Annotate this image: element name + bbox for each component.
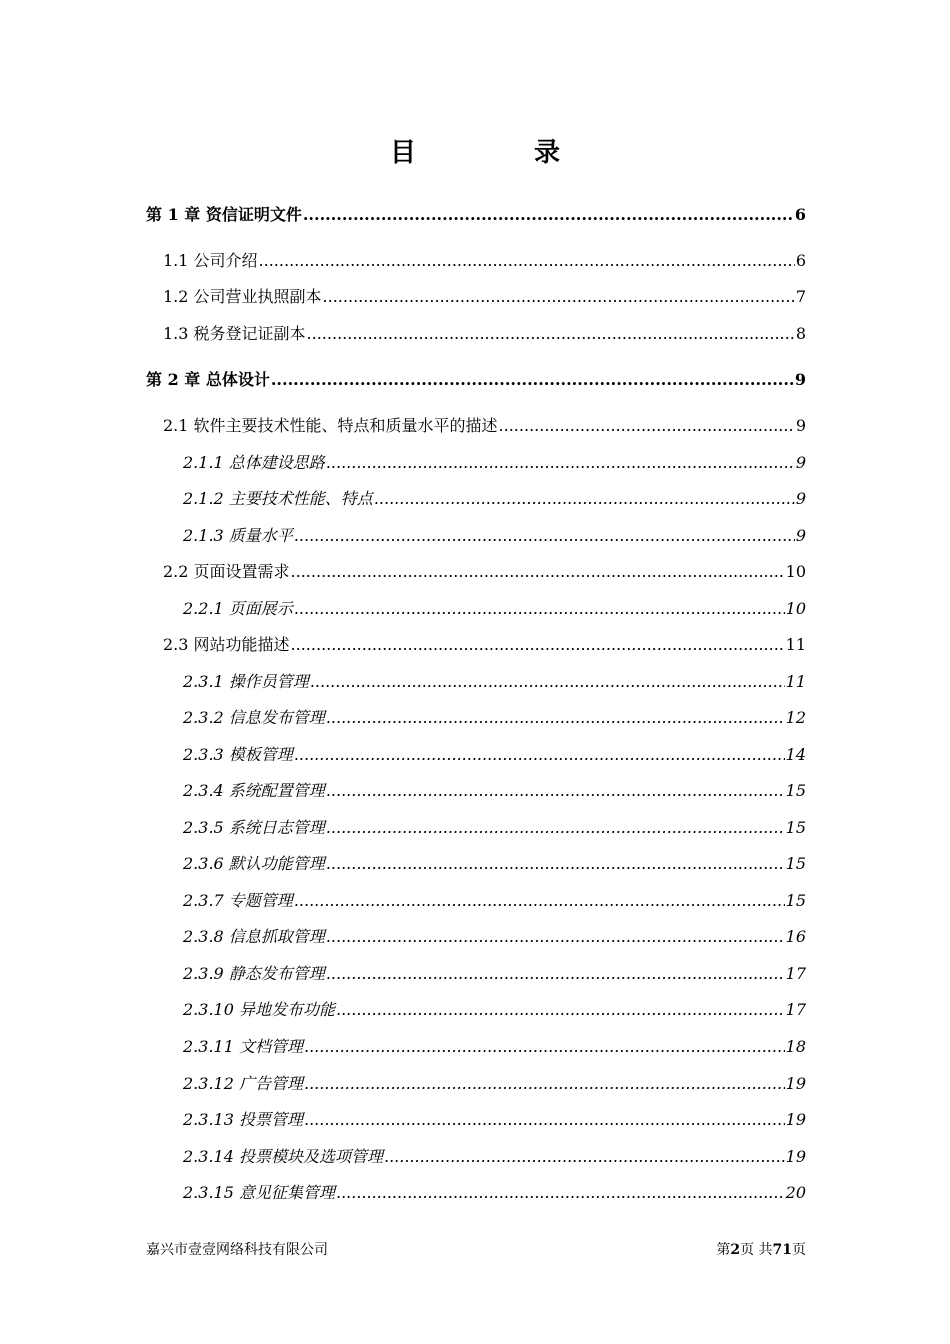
toc-entry[interactable]: [163, 284, 806, 307]
toc-entry-page: 9: [795, 489, 806, 508]
toc-entry[interactable]: [183, 778, 806, 801]
toc-entry[interactable]: [183, 815, 806, 838]
toc-entry[interactable]: [163, 413, 806, 436]
toc-entry-page: 14: [785, 745, 806, 764]
toc-entry[interactable]: [183, 888, 806, 911]
page-footer: [146, 1239, 806, 1259]
toc-leader-dots: [499, 416, 795, 435]
toc-entry[interactable]: [183, 1071, 806, 1094]
footer-page-total: 71: [772, 1242, 792, 1258]
toc-entry-page: 18: [785, 1037, 806, 1056]
toc-entry-label: 2.3.5 系统日志管理: [183, 818, 325, 837]
toc-entry-label: 2.1 软件主要技术性能、特点和质量水平的描述: [163, 416, 498, 435]
toc-entry-page: 17: [785, 964, 806, 983]
toc-entry-page: 19: [785, 1110, 806, 1129]
footer-page-number: [716, 1239, 806, 1259]
toc-entry-page: 17: [785, 1000, 806, 1019]
toc-leader-dots: [326, 781, 785, 800]
toc-entry-page: 9: [795, 453, 806, 472]
toc-entry-label: 1.2 公司营业执照副本: [163, 287, 322, 306]
toc-entry-page: 9: [795, 416, 806, 435]
toc-entry-label: 2.3.3 模板管理: [183, 745, 293, 764]
toc-entry-label: 第 2 章 总体设计: [146, 370, 270, 389]
toc-leader-dots: [259, 251, 795, 270]
toc-entry-label: 2.3.4 系统配置管理: [183, 781, 325, 800]
toc-entry[interactable]: [183, 1144, 806, 1167]
toc-entry[interactable]: [183, 742, 806, 765]
toc-leader-dots: [271, 370, 794, 389]
footer-company: 嘉兴市壹壹网络科技有限公司: [146, 1242, 328, 1258]
toc-entry-label: 2.3.6 默认功能管理: [183, 854, 325, 873]
toc-entry[interactable]: [183, 1107, 806, 1130]
toc-leader-dots: [326, 708, 785, 727]
toc-entry-label: 2.3.13 投票管理: [183, 1110, 303, 1129]
toc-entry-label: 2.1.1 总体建设思路: [183, 453, 325, 472]
toc-entry-label: 2.3.10 异地发布功能: [183, 1000, 335, 1019]
toc-entry-page: 6: [794, 205, 806, 224]
toc-entry-page: 15: [785, 781, 806, 800]
toc-entry[interactable]: [183, 924, 806, 947]
toc-leader-dots: [336, 1000, 785, 1019]
toc-entry-page: 12: [785, 708, 806, 727]
footer-page-prefix: 第: [716, 1242, 731, 1258]
toc-leader-dots: [326, 854, 785, 873]
toc-entry-page: 15: [785, 818, 806, 837]
toc-entry[interactable]: [183, 851, 806, 874]
toc-entry-page: 11: [785, 635, 806, 654]
toc-entry-label: 2.3.7 专题管理: [183, 891, 293, 910]
toc-leader-dots: [294, 599, 785, 618]
toc-leader-dots: [294, 526, 795, 545]
toc-entry-page: 9: [794, 370, 806, 389]
toc-entry-page: 11: [785, 672, 806, 691]
toc-entry-page: 16: [785, 927, 806, 946]
toc-entry-page: 6: [795, 251, 806, 270]
toc-entry-label: 2.3 网站功能描述: [163, 635, 290, 654]
toc-leader-dots: [326, 927, 785, 946]
toc-entry[interactable]: [163, 559, 806, 582]
toc-title: [0, 132, 950, 169]
toc-entry-label: 2.3.9 静态发布管理: [183, 964, 325, 983]
toc-entry[interactable]: [183, 669, 806, 692]
toc-entry-page: 20: [785, 1183, 806, 1202]
toc-entry-label: 2.3.11 文档管理: [183, 1037, 303, 1056]
footer-page-mid: 页 共: [740, 1242, 773, 1258]
toc-entry-label: 2.3.2 信息发布管理: [183, 708, 325, 727]
toc-leader-dots: [374, 489, 795, 508]
toc-entry[interactable]: [183, 450, 806, 473]
toc-entry-label: 1.1 公司介绍: [163, 251, 258, 270]
toc-leader-dots: [384, 1147, 785, 1166]
toc-entry[interactable]: [163, 248, 806, 271]
toc-entry[interactable]: [146, 367, 806, 390]
toc-entry-label: 第 1 章 资信证明文件: [146, 205, 302, 224]
toc-entry-label: 2.3.14 投票模块及选项管理: [183, 1147, 383, 1166]
toc-leader-dots: [291, 635, 785, 654]
toc-entry[interactable]: [146, 202, 806, 225]
toc-leader-dots: [304, 1037, 785, 1056]
footer-page-suffix: 页: [792, 1242, 806, 1258]
toc-leader-dots: [294, 891, 785, 910]
toc-leader-dots: [291, 562, 785, 581]
toc-entry[interactable]: [183, 523, 806, 546]
toc-entry-page: 10: [785, 562, 806, 581]
toc-entry-label: 2.1.2 主要技术性能、特点: [183, 489, 373, 508]
toc-leader-dots: [323, 287, 795, 306]
toc-entry-label: 2.3.8 信息抓取管理: [183, 927, 325, 946]
toc-entry[interactable]: [183, 961, 806, 984]
toc-entry[interactable]: [183, 1180, 806, 1203]
toc-entry-page: 19: [785, 1147, 806, 1166]
toc-entry-label: 1.3 税务登记证副本: [163, 324, 306, 343]
toc-leader-dots: [326, 453, 795, 472]
toc-entry-page: 15: [785, 891, 806, 910]
toc-leader-dots: [304, 1110, 785, 1129]
toc-entry-page: 19: [785, 1074, 806, 1093]
toc-entry-label: 2.3.15 意见征集管理: [183, 1183, 335, 1202]
toc-leader-dots: [294, 745, 785, 764]
toc-entry-page: 8: [795, 324, 806, 343]
toc-entry[interactable]: [163, 632, 806, 655]
toc-title-char-1: 目: [389, 138, 416, 168]
toc-entry-page: 9: [795, 526, 806, 545]
footer-page-current: 2: [730, 1242, 741, 1258]
toc-leader-dots: [303, 205, 794, 224]
toc-entry-label: 2.2 页面设置需求: [163, 562, 290, 581]
toc-entry[interactable]: [183, 705, 806, 728]
toc-entry-label: 2.3.1 操作员管理: [183, 672, 309, 691]
toc-entry-page: 15: [785, 854, 806, 873]
toc-leader-dots: [336, 1183, 785, 1202]
toc-entry[interactable]: [183, 1034, 806, 1057]
toc-title-char-2: 录: [534, 138, 561, 168]
toc-leader-dots: [326, 818, 785, 837]
toc-entry[interactable]: [183, 486, 806, 509]
toc-entry-page: 10: [785, 599, 806, 618]
toc-leader-dots: [310, 672, 785, 691]
toc-leader-dots: [326, 964, 785, 983]
toc-entry-label: 2.2.1 页面展示: [183, 599, 293, 618]
toc-entry-label: 2.3.12 广告管理: [183, 1074, 303, 1093]
toc-leader-dots: [307, 324, 795, 343]
toc-entry-label: 2.1.3 质量水平: [183, 526, 293, 545]
toc-entry[interactable]: [183, 596, 806, 619]
toc-entry-page: 7: [795, 287, 806, 306]
toc-entry[interactable]: [163, 321, 806, 344]
toc-leader-dots: [304, 1074, 785, 1093]
toc-entry[interactable]: [183, 997, 806, 1020]
